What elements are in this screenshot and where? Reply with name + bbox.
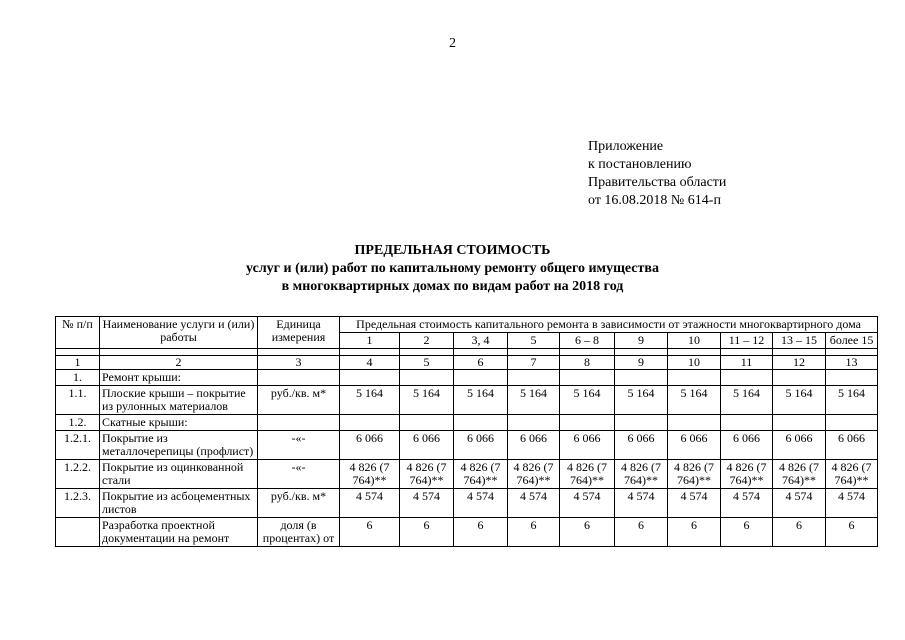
header-name: Наименование услуги и (или) работы: [100, 317, 258, 349]
row-unit-cell: [258, 370, 340, 386]
column-number-cell: 6: [454, 356, 508, 370]
header-floor-cell: более 15: [826, 333, 878, 349]
column-number-cell: 7: [508, 356, 560, 370]
row-unit-cell: доля (в процентах) от: [258, 518, 340, 547]
header-floor-cell: 3, 4: [454, 333, 508, 349]
column-number-cell: 8: [560, 356, 615, 370]
header-row: [56, 317, 878, 333]
row-value-cell: 6 066: [721, 431, 773, 460]
column-number-cell: 5: [400, 356, 454, 370]
price-table: [55, 316, 878, 547]
column-number-cell: 2: [100, 356, 258, 370]
row-value-cell: [454, 415, 508, 431]
row-value-cell: 6 066: [668, 431, 721, 460]
row-value-cell: 4 826 (7 764)**: [615, 460, 668, 489]
row-unit-cell: руб./кв. м*: [258, 386, 340, 415]
row-value-cell: [340, 415, 400, 431]
row-num-cell: 1.2.: [56, 415, 100, 431]
row-num-cell: 1.: [56, 370, 100, 386]
row-name-cell: Ремонт крыши:: [100, 370, 258, 386]
row-value-cell: 5 164: [400, 386, 454, 415]
table-row: [56, 489, 878, 518]
column-number-cell: 10: [668, 356, 721, 370]
row-value-cell: 4 826 (7 764)**: [668, 460, 721, 489]
row-value-cell: 4 826 (7 764)**: [560, 460, 615, 489]
row-value-cell: 4 574: [615, 489, 668, 518]
row-value-cell: [615, 415, 668, 431]
row-value-cell: [668, 370, 721, 386]
table-row: [56, 518, 878, 547]
appendix-block: [588, 138, 726, 210]
row-value-cell: [721, 370, 773, 386]
row-value-cell: 6: [560, 518, 615, 547]
header-floor-cell: 13 – 15: [773, 333, 826, 349]
row-value-cell: 4 574: [454, 489, 508, 518]
row-value-cell: 6 066: [773, 431, 826, 460]
row-num-cell: [56, 518, 100, 547]
column-number-cell: 11: [721, 356, 773, 370]
row-value-cell: [826, 415, 878, 431]
row-value-cell: 6 066: [615, 431, 668, 460]
row-value-cell: 4 574: [508, 489, 560, 518]
row-value-cell: 6: [721, 518, 773, 547]
header-floor-cell: 5: [508, 333, 560, 349]
column-numbers-row: [56, 356, 878, 370]
header-floor-cell: 1: [340, 333, 400, 349]
row-value-cell: 4 826 (7 764)**: [400, 460, 454, 489]
row-value-cell: 5 164: [826, 386, 878, 415]
appendix-line: Правительства области: [588, 175, 727, 190]
row-unit-cell: руб./кв. м*: [258, 489, 340, 518]
title-line: услуг и (или) работ по капитальному ремонту общего имущества: [246, 261, 659, 276]
document-title: [0, 242, 905, 296]
header-floor-cell: 11 – 12: [721, 333, 773, 349]
header-unit: Единица измерения: [258, 317, 340, 349]
row-value-cell: [773, 370, 826, 386]
row-value-cell: 6: [826, 518, 878, 547]
row-value-cell: 6 066: [508, 431, 560, 460]
appendix-line: от 16.08.2018 № 614-п: [588, 193, 721, 208]
row-unit-cell: [258, 415, 340, 431]
row-value-cell: [400, 370, 454, 386]
row-unit-cell: -«-: [258, 431, 340, 460]
row-value-cell: 4 574: [721, 489, 773, 518]
page-number: 2: [449, 36, 456, 51]
row-value-cell: 4 826 (7 764)**: [721, 460, 773, 489]
row-value-cell: [615, 370, 668, 386]
table-row: [56, 370, 878, 386]
column-number-cell: 4: [340, 356, 400, 370]
row-name-cell: Разработка проектной документации на ремонт: [100, 518, 258, 547]
row-value-cell: 5 164: [454, 386, 508, 415]
column-number-cell: 3: [258, 356, 340, 370]
row-num-cell: 1.2.2.: [56, 460, 100, 489]
row-value-cell: [773, 415, 826, 431]
row-unit-cell: -«-: [258, 460, 340, 489]
appendix-line: к постановлению: [588, 157, 692, 172]
column-number-cell: 13: [826, 356, 878, 370]
row-value-cell: 5 164: [560, 386, 615, 415]
row-value-cell: 6: [773, 518, 826, 547]
row-value-cell: 4 574: [340, 489, 400, 518]
table-row: [56, 386, 878, 415]
header-num: № п/п: [56, 317, 100, 349]
header-floor-cell: 9: [615, 333, 668, 349]
row-name-cell: Покрытие из оцинкованной стали: [100, 460, 258, 489]
header-group: Предельная стоимость капитального ремонта в зависимости от этажности многоквартирного дома: [340, 317, 878, 333]
row-value-cell: 6: [615, 518, 668, 547]
row-value-cell: 6 066: [340, 431, 400, 460]
row-value-cell: 6: [340, 518, 400, 547]
table-row: [56, 415, 878, 431]
table-row: [56, 431, 878, 460]
row-value-cell: 6 066: [400, 431, 454, 460]
row-value-cell: 5 164: [340, 386, 400, 415]
row-value-cell: 6 066: [454, 431, 508, 460]
row-value-cell: 6 066: [826, 431, 878, 460]
row-value-cell: 4 574: [773, 489, 826, 518]
row-num-cell: 1.2.3.: [56, 489, 100, 518]
row-value-cell: 6 066: [560, 431, 615, 460]
header-floor-cell: 2: [400, 333, 454, 349]
row-value-cell: 6: [668, 518, 721, 547]
row-value-cell: 4 574: [668, 489, 721, 518]
title-line: ПРЕДЕЛЬНАЯ СТОИМОСТЬ: [354, 243, 551, 258]
column-number-cell: 12: [773, 356, 826, 370]
column-number-cell: 1: [56, 356, 100, 370]
row-value-cell: 6: [400, 518, 454, 547]
row-name-cell: Покрытие из металлочерепицы (профлист): [100, 431, 258, 460]
table-row: [56, 460, 878, 489]
row-value-cell: 6: [454, 518, 508, 547]
row-value-cell: [454, 370, 508, 386]
row-value-cell: [560, 415, 615, 431]
row-value-cell: 4 826 (7 764)**: [340, 460, 400, 489]
row-name-cell: Плоские крыши – покрытие из рулонных материалов: [100, 386, 258, 415]
row-value-cell: 5 164: [773, 386, 826, 415]
row-num-cell: 1.2.1.: [56, 431, 100, 460]
row-value-cell: 4 826 (7 764)**: [773, 460, 826, 489]
header-floor-cell: 10: [668, 333, 721, 349]
row-value-cell: 5 164: [721, 386, 773, 415]
row-value-cell: [668, 415, 721, 431]
row-value-cell: 4 826 (7 764)**: [508, 460, 560, 489]
row-value-cell: [508, 415, 560, 431]
row-num-cell: 1.1.: [56, 386, 100, 415]
row-value-cell: 5 164: [615, 386, 668, 415]
row-value-cell: 4 574: [400, 489, 454, 518]
row-value-cell: [560, 370, 615, 386]
title-line: в многоквартирных домах по видам работ на 2018 год: [281, 279, 624, 294]
column-number-cell: 9: [615, 356, 668, 370]
row-value-cell: 4 826 (7 764)**: [454, 460, 508, 489]
row-value-cell: [508, 370, 560, 386]
header-floor-cell: 6 – 8: [560, 333, 615, 349]
row-value-cell: 4 574: [826, 489, 878, 518]
row-value-cell: [826, 370, 878, 386]
appendix-line: Приложение: [588, 139, 664, 154]
row-value-cell: 5 164: [508, 386, 560, 415]
row-value-cell: 6: [508, 518, 560, 547]
row-name-cell: Покрытие из асбоцементных листов: [100, 489, 258, 518]
row-value-cell: [400, 415, 454, 431]
row-value-cell: [721, 415, 773, 431]
row-value-cell: 5 164: [668, 386, 721, 415]
row-value-cell: 4 574: [560, 489, 615, 518]
row-value-cell: 4 826 (7 764)**: [826, 460, 878, 489]
row-value-cell: [340, 370, 400, 386]
row-name-cell: Скатные крыши:: [100, 415, 258, 431]
